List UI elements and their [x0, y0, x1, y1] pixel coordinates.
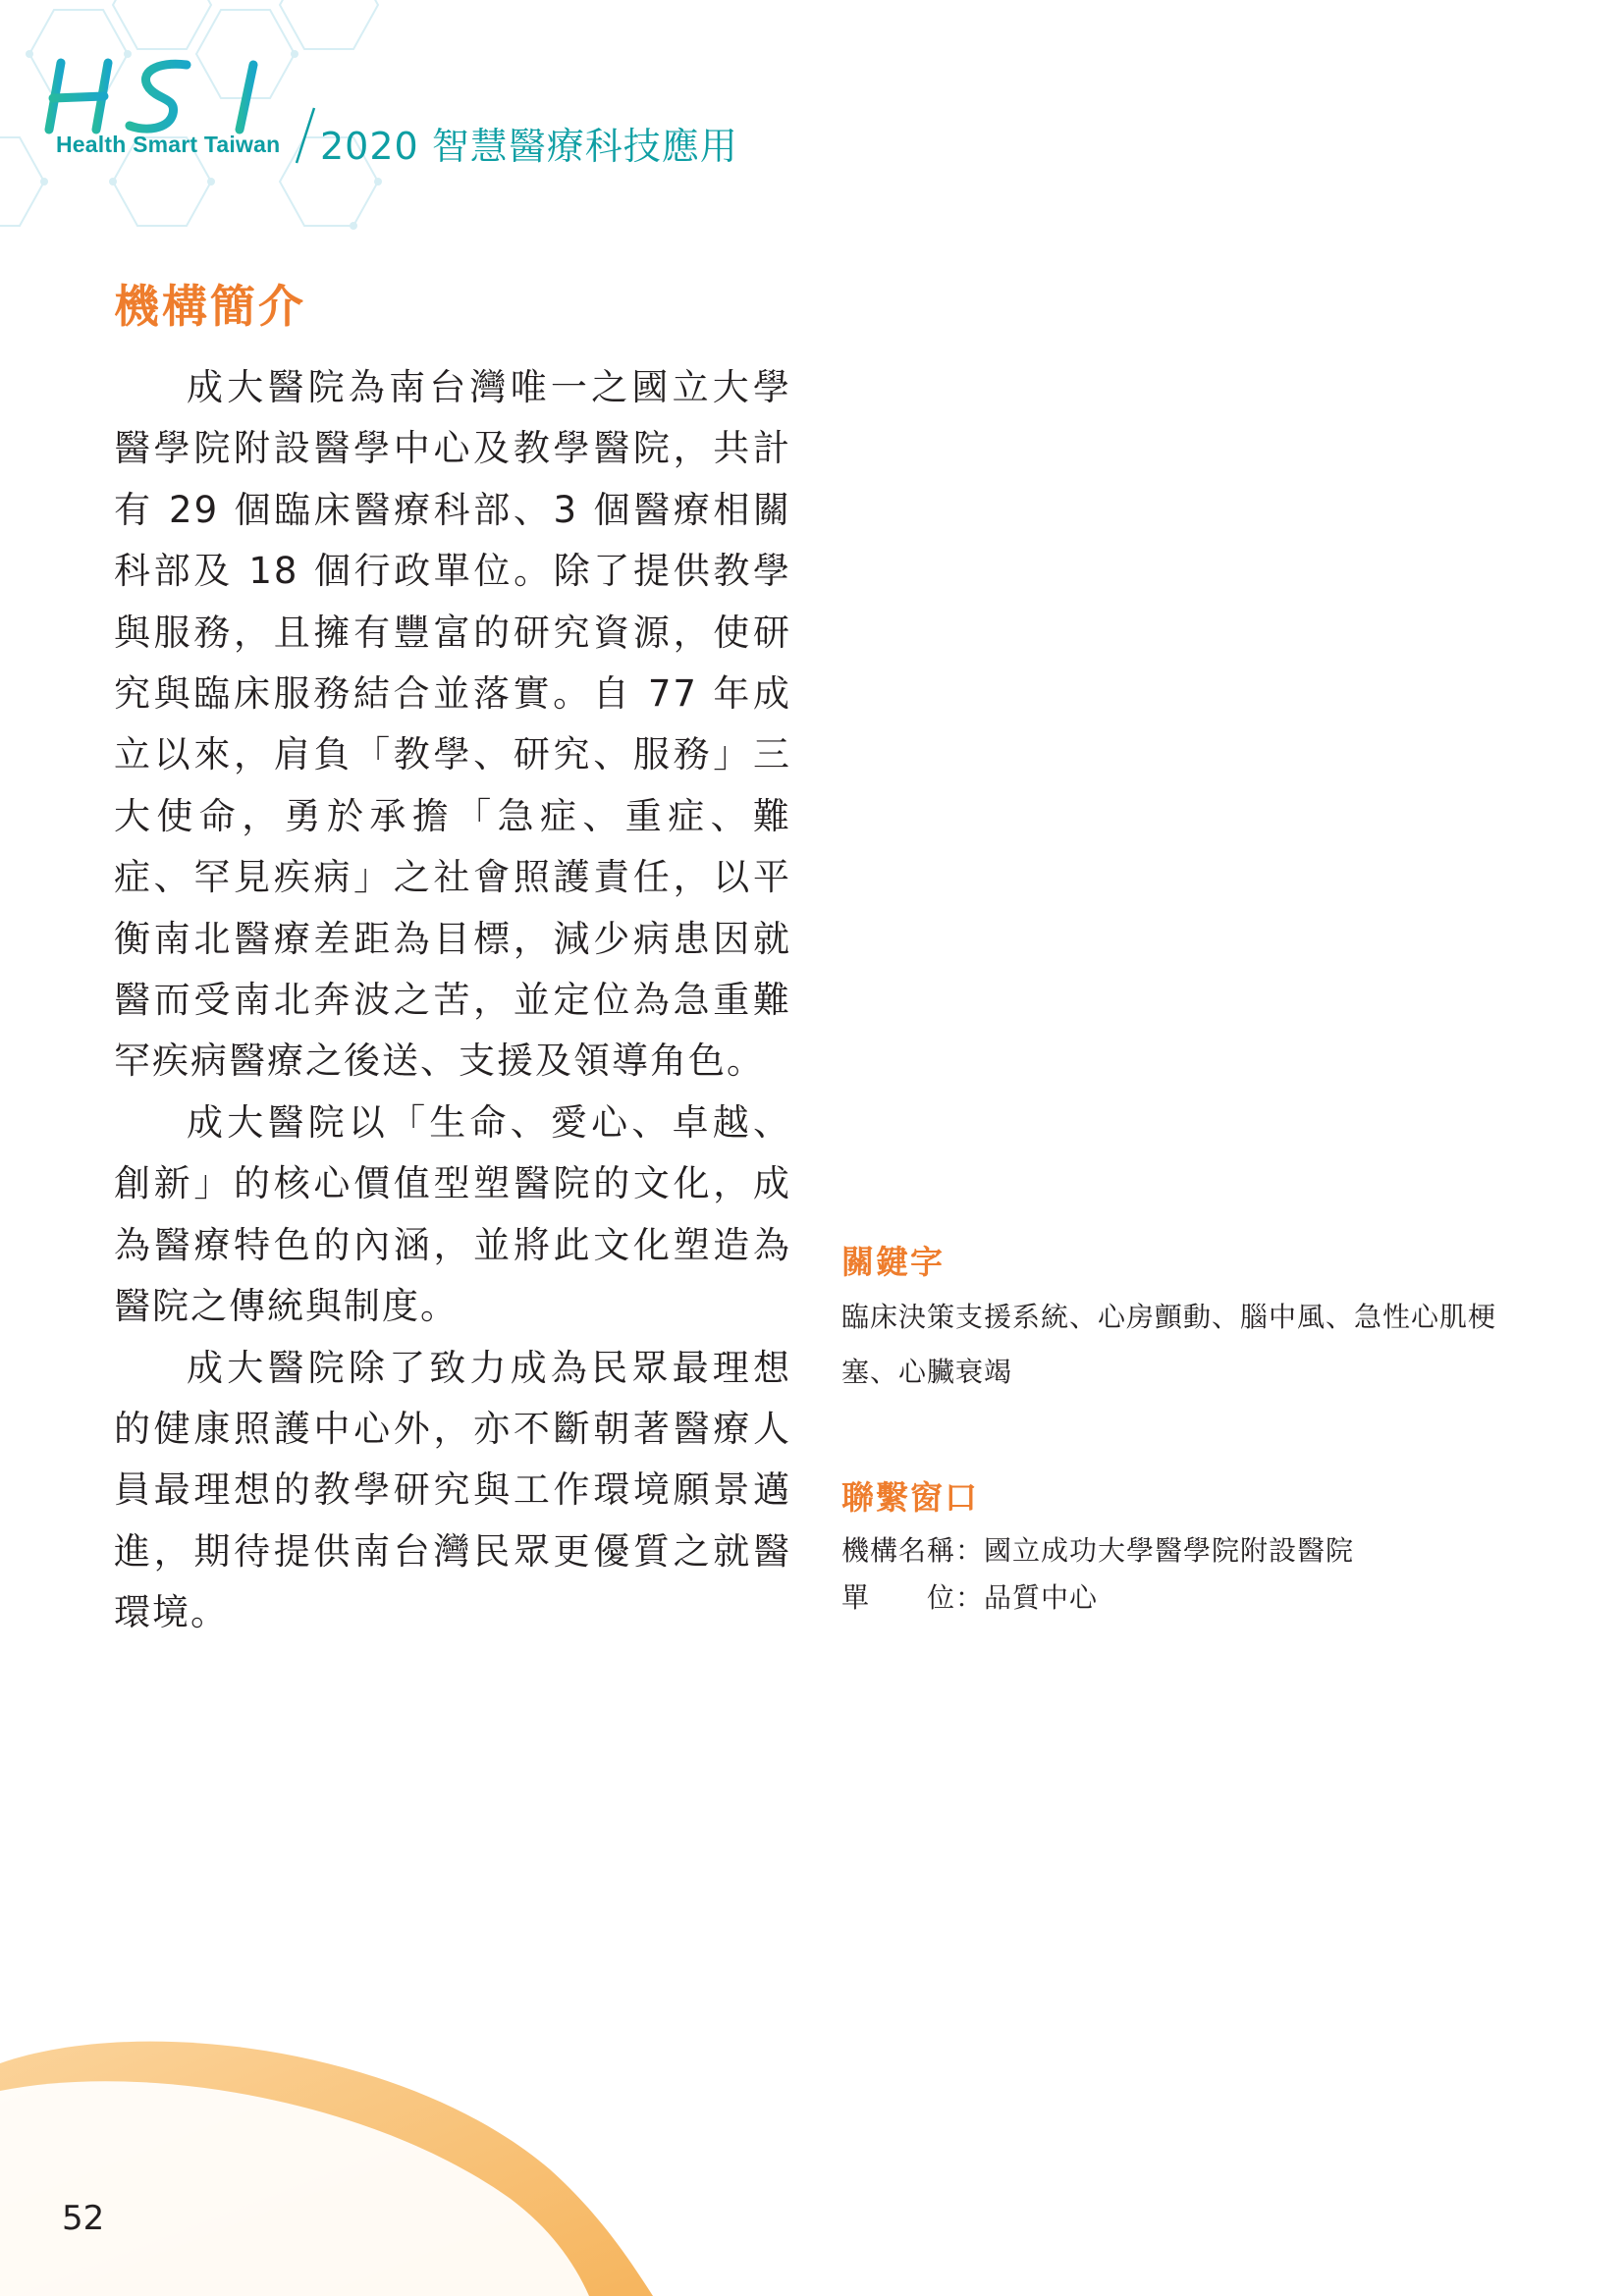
hst-logo — [39, 53, 304, 141]
page-number: 52 — [62, 2199, 105, 2238]
contact-label: 機構名稱： — [841, 1534, 985, 1567]
contact-row-institution — [841, 1529, 1354, 1569]
contact-value: 品質中心 — [984, 1581, 1099, 1614]
document-title: 2020 智慧醫療科技應用 — [320, 125, 738, 168]
logo-subtitle: Health Smart Taiwan — [56, 132, 281, 157]
contact-label: 單 位： — [841, 1581, 985, 1614]
intro-paragraph: 成大醫院以「生命、愛心、卓越、創新」的核心價值型塑醫院的文化，成為醫療特色的內涵，並將此文化塑造為醫院之傳統與制度。 — [114, 1100, 791, 1328]
contact-value: 國立成功大學醫學院附設醫院 — [984, 1534, 1355, 1567]
divider-slash — [295, 106, 316, 165]
intro-paragraph: 成大醫院為南台灣唯一之國立大學醫學院附設醫學中心及教學醫院，共計有 29 個臨床醫療科部、3 個醫療相關科部及 18 個行政單位。除了提供教學與服務，且擁有豐富的研究資源，使研究與臨床服務結合並落實。自 77 年成立以來，肩負「教學、研究、服務」三大使命，勇於承擔「急症、重症、難症、罕見疾病」之社會照護責任，以平衡南北醫療差距為目標，減少病患因就醫而受南北奔波之苦，並定位為急重難罕疾病醫療之後送、支援及領導角色。 — [114, 366, 791, 1083]
footer-wave-decoration — [0, 2022, 1624, 2296]
contact-heading: 聯繫窗口 — [841, 1478, 979, 1517]
introduction-body — [114, 357, 791, 1644]
keywords-heading: 關鍵字 — [841, 1243, 945, 1281]
section-title: 機構簡介 — [114, 280, 306, 333]
contact-row-unit — [841, 1576, 1098, 1616]
keywords-text: 臨床決策支援系統、心房顫動、腦中風、急性心肌梗塞、心臟衰竭 — [841, 1301, 1497, 1388]
intro-paragraph: 成大醫院除了致力成為民眾最理想的健康照護中心外，亦不斷朝著醫療人員最理想的教學研究與工作環境願景邁進，期待提供南台灣民眾更優質之就醫環境。 — [114, 1346, 791, 1634]
